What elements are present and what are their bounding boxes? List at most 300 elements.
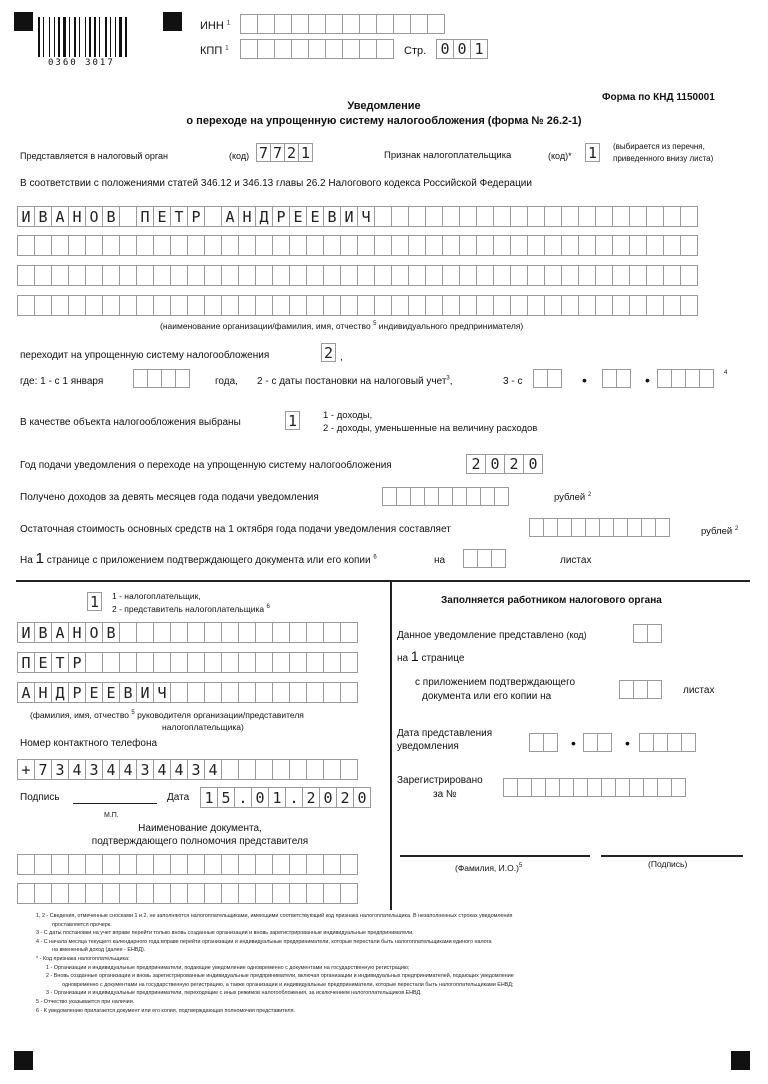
char-cell (85, 652, 103, 673)
signer-type-field[interactable] (87, 592, 101, 611)
char-cell: О (85, 206, 103, 227)
char-cell (663, 206, 681, 227)
doc-label-2: подтверждающего полномочия представителя (91, 836, 309, 847)
char-cell (153, 854, 171, 875)
char-cell: 0 (251, 787, 269, 808)
char-cell (272, 883, 290, 904)
char-cell (153, 622, 171, 643)
char-cell (410, 487, 425, 506)
assets-unit: рублей $^2$ (701, 525, 739, 537)
char-cell (323, 854, 341, 875)
barcode-bar (99, 17, 100, 57)
char-cell (34, 854, 52, 875)
char-cell (612, 295, 630, 316)
char-cell (410, 14, 428, 34)
barcode-bar (105, 17, 107, 57)
barcode-bar (63, 17, 66, 57)
barcode-bar (108, 17, 109, 57)
char-cell: 3 (85, 759, 103, 780)
form-code: Форма по КНД 1150001 (602, 92, 715, 103)
char-cell (527, 265, 545, 286)
char-cell (340, 235, 358, 256)
date-label: Дата (167, 792, 190, 803)
char-cell (340, 883, 358, 904)
where-label: где: 1 - с 1 января (20, 376, 104, 387)
char-cell (272, 759, 290, 780)
char-cell: 2 (336, 787, 354, 808)
sub-date-dot-2: • (625, 735, 630, 751)
char-cell (119, 883, 137, 904)
name-row[interactable] (17, 206, 697, 227)
char-cell (493, 235, 511, 256)
char-cell: Ч (153, 682, 171, 703)
char-cell (476, 235, 494, 256)
char-cell (238, 682, 256, 703)
char-cell (376, 39, 394, 59)
char-cell: . (285, 787, 303, 808)
char-cell (424, 487, 439, 506)
signature-line[interactable] (73, 803, 157, 804)
char-cell (272, 652, 290, 673)
signature-label: Подпись (20, 792, 60, 803)
char-cell (240, 39, 258, 59)
char-cell (204, 206, 222, 227)
officer-fio-caption: (Фамилия, И.О.)$^5$ (455, 863, 523, 873)
barcode-bar (79, 17, 80, 57)
year-submission-field[interactable] (466, 454, 542, 474)
char-cell (289, 759, 307, 780)
char-cell (340, 759, 358, 780)
char-cell (187, 265, 205, 286)
char-cell: Д (51, 682, 69, 703)
char-cell (255, 622, 273, 643)
char-cell: 1 (268, 787, 286, 808)
option-3-sup: 4 (724, 370, 728, 376)
char-cell: Е (289, 206, 307, 227)
char-cell (238, 295, 256, 316)
char-cell (340, 682, 358, 703)
char-cell (102, 235, 120, 256)
object-option-1: 1 - доходы, (323, 410, 373, 421)
char-cell (51, 883, 69, 904)
pages-unit: листах (560, 555, 592, 566)
barcode-bar (89, 17, 91, 57)
char-cell (545, 778, 560, 797)
char-cell (85, 883, 103, 904)
officer-sign-line[interactable] (601, 855, 743, 857)
char-cell (391, 265, 409, 286)
char-cell (136, 265, 154, 286)
char-cell (442, 265, 460, 286)
char-cell (595, 295, 613, 316)
char-cell (187, 622, 205, 643)
char-cell (274, 14, 292, 34)
char-cell: Р (272, 206, 290, 227)
char-cell (374, 265, 392, 286)
char-cell (529, 518, 544, 537)
char-cell (187, 682, 205, 703)
char-cell (272, 854, 290, 875)
char-cell (238, 759, 256, 780)
char-cell (325, 14, 343, 34)
char-cell (578, 206, 596, 227)
char-cell (587, 778, 602, 797)
char-cell (102, 265, 120, 286)
inn-field[interactable] (240, 14, 444, 34)
char-cell (119, 622, 137, 643)
char-cell (585, 518, 600, 537)
char-cell (680, 206, 698, 227)
name-row[interactable] (17, 265, 697, 286)
char-cell (391, 206, 409, 227)
char-cell (136, 622, 154, 643)
char-cell (221, 265, 239, 286)
assets-field[interactable] (529, 518, 669, 537)
doc-name-row-2[interactable] (17, 883, 357, 904)
page-number-field[interactable] (436, 39, 487, 59)
footnote-line: на вмененный доход (далее - ЕНВД). (52, 947, 146, 954)
char-cell (257, 39, 275, 59)
char-cell: 1 (285, 411, 300, 430)
char-cell: + (17, 759, 35, 780)
title-line-2: о переходе на упрощенную систему налогообложения (форма № 26.2-1) (186, 115, 582, 127)
option-3-label: 3 - с (503, 376, 523, 387)
char-cell: В (102, 622, 120, 643)
char-cell: Е (102, 682, 120, 703)
char-cell (503, 778, 518, 797)
char-cell (494, 487, 509, 506)
char-cell (391, 295, 409, 316)
char-cell (102, 652, 120, 673)
char-cell (544, 295, 562, 316)
officer-sign-caption: (Подпись) (648, 859, 688, 869)
char-cell (510, 295, 528, 316)
footnote-line: 3 - С даты постановки на учет вправе перейти только вновь созданные организации и вновь зарегистрированные индивидуальные предприниматели. (36, 930, 414, 937)
registered-label-1: Зарегистрировано (397, 775, 483, 786)
char-cell (291, 14, 309, 34)
char-cell (578, 295, 596, 316)
char-cell (255, 265, 273, 286)
char-cell (306, 235, 324, 256)
char-cell (382, 487, 397, 506)
char-cell: Н (68, 206, 86, 227)
char-cell (323, 295, 341, 316)
char-cell: 4 (170, 759, 188, 780)
char-cell (595, 235, 613, 256)
submission-date-label-2: уведомления (397, 741, 459, 752)
transition-year-field[interactable] (133, 369, 189, 388)
char-cell: Р (187, 206, 205, 227)
title-line-1: Уведомление (347, 100, 421, 112)
barcode-bar (69, 17, 70, 57)
officer-fio-line[interactable] (400, 855, 590, 857)
surname-field[interactable] (17, 622, 357, 643)
corner-marker-bottom-left (14, 1051, 33, 1070)
char-cell: А (51, 622, 69, 643)
char-cell: Е (34, 652, 52, 673)
barcode-bar (51, 17, 53, 57)
char-cell (306, 622, 324, 643)
char-cell (599, 518, 614, 537)
char-cell (204, 235, 222, 256)
submission-date-day[interactable] (529, 733, 557, 752)
char-cell (221, 883, 239, 904)
char-cell: И (17, 206, 35, 227)
char-cell: В (34, 206, 52, 227)
char-cell (85, 854, 103, 875)
char-cell (425, 265, 443, 286)
char-cell (289, 854, 307, 875)
char-cell (544, 206, 562, 227)
char-cell (272, 235, 290, 256)
char-cell (306, 854, 324, 875)
char-cell (255, 235, 273, 256)
barcode-bar (115, 17, 116, 57)
char-cell: И (17, 622, 35, 643)
char-cell (646, 235, 664, 256)
char-cell (119, 206, 137, 227)
char-cell (476, 295, 494, 316)
char-cell (633, 680, 648, 699)
transition-comma: , (340, 352, 343, 363)
char-cell (663, 265, 681, 286)
char-cell (573, 778, 588, 797)
attach-pages-field[interactable] (619, 680, 661, 699)
barcode-bar (58, 17, 60, 57)
char-cell (323, 265, 341, 286)
char-cell (561, 206, 579, 227)
taxpayer-sign-field[interactable] (585, 143, 599, 162)
char-cell (308, 14, 326, 34)
char-cell (357, 295, 375, 316)
char-cell (221, 652, 239, 673)
char-cell (510, 206, 528, 227)
char-cell: 1 (585, 143, 600, 162)
char-cell (476, 206, 494, 227)
char-cell (374, 295, 392, 316)
char-cell (442, 206, 460, 227)
char-cell (187, 854, 205, 875)
char-cell (238, 622, 256, 643)
char-cell (34, 883, 52, 904)
char-cell (51, 854, 69, 875)
char-cell (170, 682, 188, 703)
char-cell (667, 733, 682, 752)
char-cell (561, 295, 579, 316)
attach-label-2: документа или его копии на (422, 691, 552, 702)
char-cell (561, 265, 579, 286)
char-cell (272, 295, 290, 316)
name-caption: (наименование организации/фамилия, имя, отчество $^5$ индивидуального предпринимателя) (160, 321, 524, 331)
char-cell (459, 206, 477, 227)
char-cell (51, 265, 69, 286)
char-cell (340, 295, 358, 316)
char-cell (17, 295, 35, 316)
char-cell (452, 487, 467, 506)
corner-marker-top-right (163, 12, 182, 31)
doc-name-row-1[interactable] (17, 854, 357, 875)
submission-date-month[interactable] (583, 733, 611, 752)
char-cell: 7 (256, 143, 271, 162)
footnote-line: одновременно с документами на государственную регистрацию, а также организации и индивидуальные предприниматели, которые перестали быть налогоплательщиками ЕНВД; (62, 981, 514, 988)
char-cell (136, 883, 154, 904)
phone-field[interactable] (17, 759, 357, 780)
char-cell (204, 295, 222, 316)
char-cell: 0 (319, 787, 337, 808)
barcode-bar (74, 17, 76, 57)
char-cell (646, 206, 664, 227)
char-cell (393, 14, 411, 34)
char-cell (119, 652, 137, 673)
char-cell: 1 (200, 787, 218, 808)
char-cell (204, 265, 222, 286)
char-cell (289, 295, 307, 316)
char-cell: Е (85, 682, 103, 703)
char-cell (187, 652, 205, 673)
char-cell: Р (68, 682, 86, 703)
char-cell (238, 883, 256, 904)
date-dot-2: • (645, 372, 650, 388)
char-cell (359, 39, 377, 59)
barcode-bar (117, 17, 118, 57)
char-cell (359, 14, 377, 34)
char-cell (102, 854, 120, 875)
char-cell (17, 883, 35, 904)
char-cell (34, 265, 52, 286)
barcode-bar (123, 17, 124, 57)
barcode-bar (49, 17, 50, 57)
name-row[interactable] (17, 235, 697, 256)
char-cell: 0 (485, 454, 505, 474)
char-cell: Е (306, 206, 324, 227)
barcode-bar (43, 17, 44, 57)
person-caption-2: налогоплательщика) (162, 722, 244, 732)
footnote-line: 1, 2 - Сведения, отмеченные сносками 1 и 2, не заполняются налогоплательщиками, имеющими соответствующий код признака налогоплательщика. В незаполненных строках уведомления (36, 913, 513, 919)
first-name-field[interactable] (17, 652, 357, 673)
corner-marker-top-left (14, 12, 33, 31)
char-cell (119, 295, 137, 316)
char-cell (357, 235, 375, 256)
char-cell: 2 (284, 143, 299, 162)
signature-date-field[interactable] (200, 787, 370, 808)
char-cell (85, 295, 103, 316)
name-row[interactable] (17, 295, 697, 316)
char-cell (153, 652, 171, 673)
on-pages-label: на 1 странице (397, 648, 465, 664)
object-label: В качестве объекта налогообложения выбраны (20, 417, 241, 428)
tax-authority-code-field[interactable] (256, 143, 312, 162)
char-cell (517, 778, 532, 797)
char-cell: Н (34, 682, 52, 703)
object-field[interactable] (285, 411, 299, 430)
char-cell (68, 295, 86, 316)
char-cell: 3 (136, 759, 154, 780)
char-cell (289, 622, 307, 643)
object-option-2: 2 - доходы, уменьшенные на величину расходов (323, 423, 538, 434)
char-cell (613, 518, 628, 537)
char-cell: 1 (87, 592, 102, 611)
char-cell (221, 854, 239, 875)
submitted-code-field[interactable] (633, 624, 661, 643)
char-cell: 3 (187, 759, 205, 780)
char-cell (68, 854, 86, 875)
kpp-field[interactable] (240, 39, 393, 59)
char-cell (459, 295, 477, 316)
char-cell (616, 369, 631, 388)
pages-field[interactable] (463, 549, 505, 568)
char-cell (533, 369, 548, 388)
char-cell (306, 682, 324, 703)
barcode-bar (119, 17, 122, 57)
patronymic-field[interactable] (17, 682, 357, 703)
char-cell (291, 39, 309, 59)
transition-date-day-field[interactable] (533, 369, 561, 388)
char-cell (136, 652, 154, 673)
signer-option-1: 1 - налогоплательщик, (112, 591, 201, 601)
char-cell (204, 883, 222, 904)
char-cell (480, 487, 495, 506)
char-cell (119, 265, 137, 286)
transition-field[interactable] (321, 343, 335, 362)
char-cell (633, 624, 648, 643)
char-cell: 0 (353, 787, 371, 808)
char-cell: 2 (504, 454, 524, 474)
registration-number-field[interactable] (503, 778, 685, 797)
char-cell (85, 265, 103, 286)
char-cell (425, 235, 443, 256)
char-cell (619, 680, 634, 699)
transition-date-year-field[interactable] (657, 369, 713, 388)
char-cell (136, 854, 154, 875)
char-cell: О (85, 622, 103, 643)
footnote-line: 4 - С начала месяца текущего календарного года вправе перейти организации и индивидуальные предприниматели, которые перестали быть налогоплательщиками единого налога (36, 938, 492, 945)
date-dot-1: • (582, 372, 587, 388)
attach-unit: листах (683, 685, 715, 696)
char-cell (17, 235, 35, 256)
char-cell (459, 265, 477, 286)
char-cell (255, 682, 273, 703)
submission-date-year[interactable] (639, 733, 695, 752)
transition-date-month-field[interactable] (602, 369, 630, 388)
registered-label-2: за № (433, 789, 457, 800)
char-cell (629, 295, 647, 316)
char-cell (221, 235, 239, 256)
char-cell (646, 295, 664, 316)
char-cell (85, 235, 103, 256)
char-cell: П (136, 206, 154, 227)
barcode-bar (56, 17, 57, 57)
char-cell (612, 235, 630, 256)
char-cell (147, 369, 162, 388)
char-cell (374, 206, 392, 227)
char-cell (680, 295, 698, 316)
char-cell (51, 295, 69, 316)
char-cell (442, 235, 460, 256)
char-cell (531, 778, 546, 797)
char-cell: В (323, 206, 341, 227)
char-cell: 0 (436, 39, 454, 59)
char-cell (427, 14, 445, 34)
char-cell (643, 778, 658, 797)
char-cell (647, 624, 662, 643)
char-cell: В (119, 682, 137, 703)
char-cell (289, 265, 307, 286)
char-cell (571, 518, 586, 537)
char-cell (102, 883, 120, 904)
char-cell: 4 (119, 759, 137, 780)
income-field[interactable] (382, 487, 508, 506)
char-cell: А (221, 206, 239, 227)
